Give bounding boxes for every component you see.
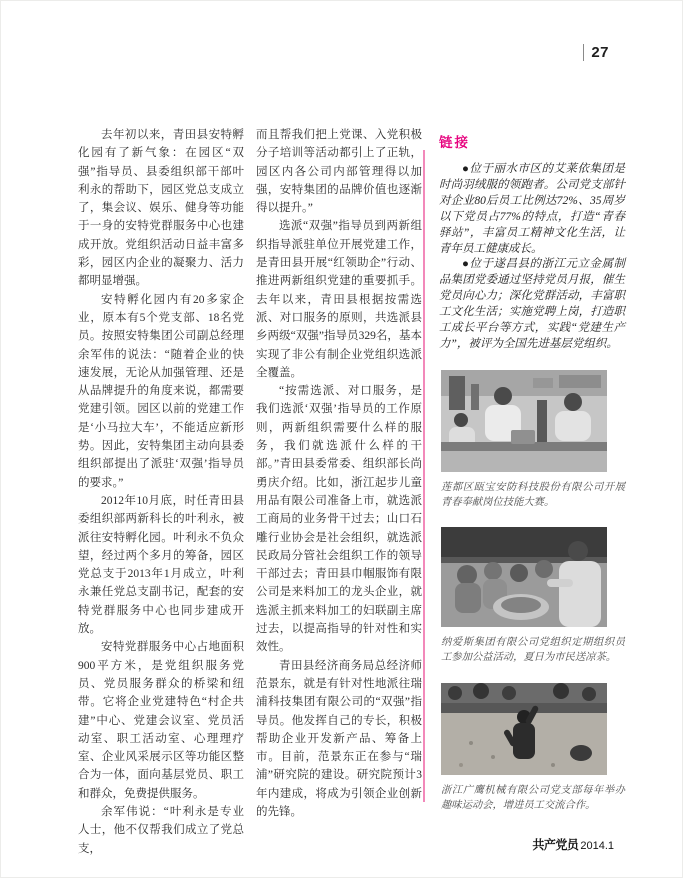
charity-photo-illustration <box>441 527 607 627</box>
magazine-footer <box>532 836 614 853</box>
sidebar-link-item: ●位于遂昌县的浙江元立金属制品集团党委通过坚持党员月报，催生党员向心力；深化党群活动，丰富职工文化生活；实施党聘上岗，打造职工成长平台等方式，实践“党建生产力”，被评为全国先进基层党组织。 <box>439 258 625 350</box>
sidebar-links-section <box>439 131 625 813</box>
article-paragraph: 而且帮我们把上党课、入党积极分子培训等活动都引上了正轨，园区内各公司内部管理得以加强，安特集团的品牌价值也逐渐得以提升。” <box>256 129 422 215</box>
photo-caption: 莲都区瓯宝安防科技股份有限公司开展青春奉献岗位技能大赛。 <box>441 481 625 509</box>
article-paragraph: 安特孵化园内有20多家企业，原本有5个党支部、18名党员。按照安特集团公司副总经理余军伟的说法：“随着企业的快速发展，无论从加强管理、还是从品牌提升的角度来说，都需要党建引领。园区以前的党建工作是‘小马拉大车’，不能适应新形势。因此，安特集团主动向县委组织部提出了派驻‘双强’指导员的要求。” <box>78 293 244 489</box>
sidebar-link-item: ●位于丽水市区的艾莱依集团是时尚羽绒服的领跑者。公司党支部针对企业80后员工比例达72%、35周岁以下党员占77%的特点，打造“青春驿站”，丰富员工精神文化生活，让青年员工健康成长。 <box>439 163 625 255</box>
photo-figure-public-welfare <box>439 527 625 665</box>
issue-number: 2014.1 <box>580 840 614 852</box>
photo-caption: 纳爱斯集团有限公司党组织定期组织员工参加公益活动，夏日为市民送凉茶。 <box>441 637 625 664</box>
article-column-1 <box>78 126 244 858</box>
article-paragraph: 余军伟说：“叶利永是专业人士，他不仅帮我们成立了党总支， <box>78 805 244 855</box>
article-paragraph: 2012年10月底，时任青田县委组织部两新科长的叶利永，被派往安特孵化园。叶利永不负众望，经过两个多月的筹备，园区党总支于2013年1月成立，叶利永兼任党总支副书记，配套的安特党群服务中心也同步建成开放。 <box>78 494 244 636</box>
article-body <box>78 126 422 858</box>
page-number-divider-bar <box>583 44 584 61</box>
page-number <box>583 44 609 61</box>
herbal-tea-charity-photo <box>441 527 607 627</box>
article-paragraph: “按需选派、对口服务，是我们选派‘双强’指导员的工作原则，两新组织需要什么样的服务，我们就选派什么样的干部。”青田县委常委、组织部长尚勇庆介绍。比如，浙江起步儿童用品有限公司准备上市，就选派工商局的业务骨干过去；山口石雕行业协会是社会组织，就选派民政局分管社会组织工作的领导干部过去；青田县巾帼服饰有限公司是来料加工的龙头企业，就选派主抓来料加工的妇联副主席过去，以提高指导的针对性和实效性。 <box>256 385 422 654</box>
sports-photo-illustration <box>441 683 607 775</box>
sidebar-divider-line <box>423 150 425 802</box>
workshop-photo-illustration <box>441 370 607 472</box>
workshop-skills-contest-photo <box>441 370 607 472</box>
article-column-2 <box>256 126 422 858</box>
fun-sports-meeting-photo <box>441 683 607 775</box>
article-paragraph: 青田县经济商务局总经济师范景东，就是有针对性地派往瑞浦科技集团有限公司的“双强”指导员。他发挥自己的专长，积极帮助企业开发新产品、筹备上市。目前，范景东正在参与“瑞浦”研究院的建设。研究院预计3年内建成，将成为引领企业创新的先锋。 <box>256 659 422 818</box>
article-paragraph: 安特党群服务中心占地面积900平方米，是党组织服务党员、党员服务群众的桥梁和纽带。它将企业党建特色“村企共建”中心、党建会议室、党员活动室、职工活动室、心理理疗室、企业风采展示区等功能区整合为一体，面向基层党员、职工和群众，免费提供服务。 <box>78 641 244 800</box>
article-paragraph: 去年初以来，青田县安特孵化园有了新气象：在园区“双强”指导员、县委组织部干部叶利永的帮助下，园区党总支成立了，集会议、娱乐、健身等功能于一身的安特党群服务中心也建成开放。党组织活动日益丰富多彩，园区内企业的凝聚力、活力都明显增强。 <box>78 129 244 288</box>
page-number-value: 27 <box>591 44 609 61</box>
sidebar-title: 链接 <box>439 135 470 150</box>
photo-figure-skills-contest <box>439 370 625 510</box>
article-paragraph: 选派“双强”指导员到两新组织指导派驻单位开展党建工作，是青田县开展“红领助企”行动、推进两新组织党建的重要抓手。去年以来，青田县根据按需选派、对口服务的原则，共选派县乡两级“双强”指导员329名，基本实现了非公有制企业党组织选派全覆盖。 <box>256 220 422 379</box>
magazine-logo: 共产党员 <box>532 837 579 853</box>
photo-caption: 浙江广鹰机械有限公司党支部每年举办趣味运动会，增进员工交流合作。 <box>441 784 625 811</box>
photo-figure-sports-meeting <box>439 683 625 813</box>
